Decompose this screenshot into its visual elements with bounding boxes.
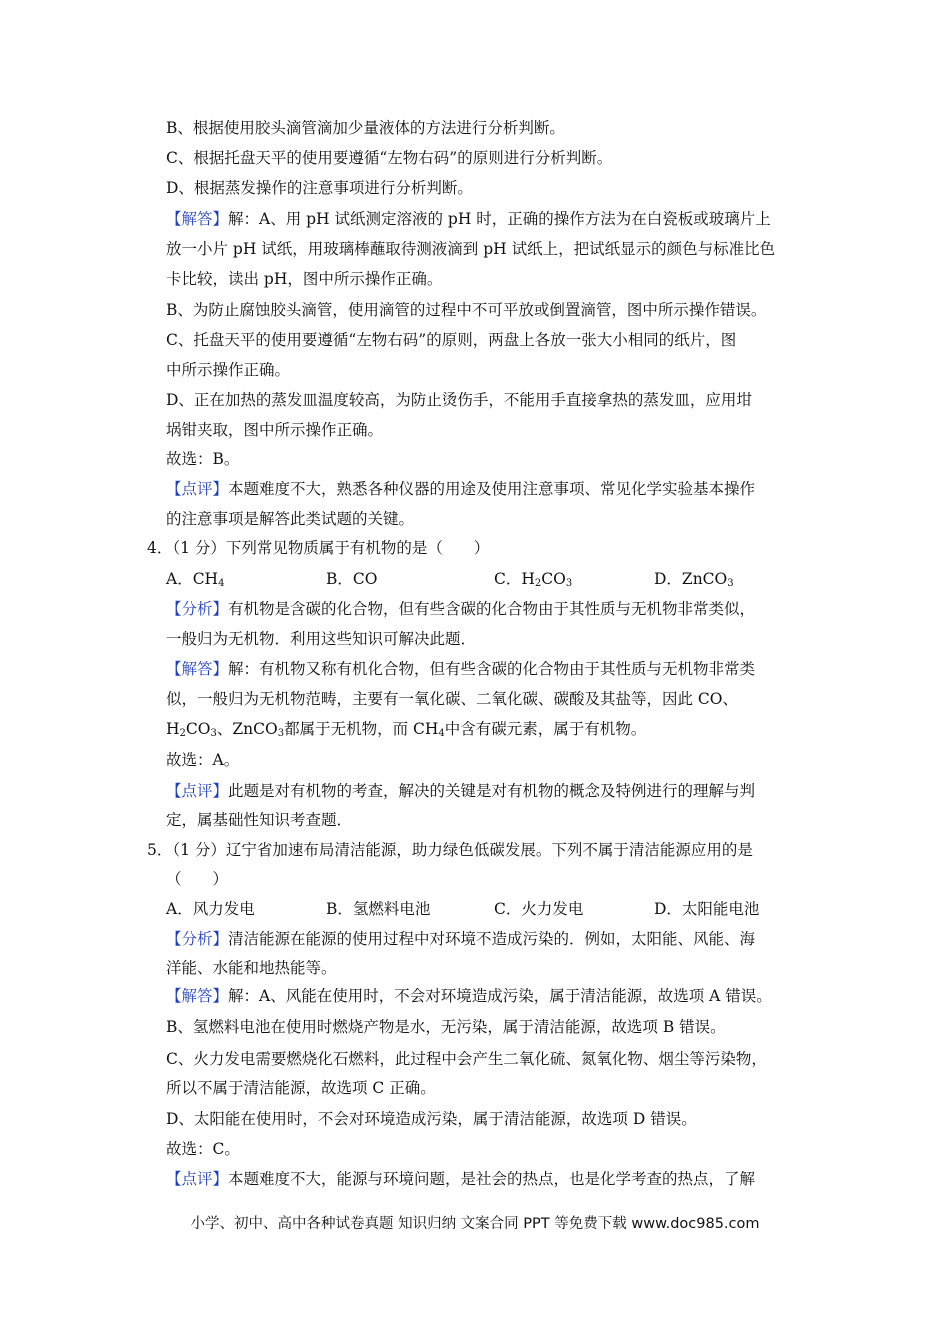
text-line: 的注意事项是解答此类试题的关键。 [166, 510, 415, 528]
question-4-stem: 4．（1 分）下列常见物质属于有机物的是（ ） [147, 539, 490, 557]
option-c: C．火力发电 [494, 900, 584, 918]
option-d-text: D．ZnCO [654, 570, 728, 588]
option-a-text: A．CH [166, 570, 219, 588]
text-span: 解：有机物又称有机化合物，但有些含碳的化合物由于其性质与无机物非常类 [228, 660, 756, 678]
option-d [654, 569, 734, 589]
text-span: 本题难度不大，熟悉各种仪器的用途及使用注意事项、常见化学实验基本操作 [228, 480, 756, 498]
analysis-tag: 【分析】 [166, 600, 229, 618]
text-line [166, 986, 772, 1006]
text-line: B、为防止腐蚀胶头滴管，使用滴管的过程中不可平放或倒置滴管，图中所示操作错误。 [166, 301, 767, 319]
formula-text: 、ZnCO [216, 720, 278, 738]
text-span: 此题是对有机物的考查，解决的关键是对有机物的概念及特例进行的理解与判 [228, 782, 756, 800]
subscript: 3 [210, 728, 217, 739]
answer-tag: 【解答】 [166, 210, 229, 228]
text-line [166, 479, 755, 499]
page-footer: 小学、初中、高中各种试卷真题 知识归纳 文案合同 PPT 等免费下载 www.doc985.com [190, 1216, 760, 1232]
text-line [166, 929, 755, 949]
subscript: 4 [438, 728, 445, 739]
text-line: （ ） [166, 870, 229, 888]
text-span: 都属于无机物，而 CH [284, 720, 439, 738]
text-line: C、根据托盘天平的使用要遵循“左物右码”的原则进行分析判断。 [166, 149, 613, 167]
text-line: D、根据蒸发操作的注意事项进行分析判断。 [166, 179, 473, 197]
option-a [166, 569, 224, 589]
formula-text: H [166, 720, 180, 738]
option-d: D．太阳能电池 [654, 900, 760, 918]
text-span: 本题难度不大，能源与环境问题，是社会的热点，也是化学考查的热点，了解 [228, 1170, 756, 1188]
comment-tag: 【点评】 [166, 1170, 229, 1188]
text-span: 有机物是含碳的化合物，但有些含碳的化合物由于其性质与无机物非常类似， [228, 600, 756, 618]
option-b: B．CO [326, 570, 378, 588]
formula-text: CO [185, 720, 211, 738]
text-line [166, 659, 755, 679]
text-span: 解：A、用 pH 试纸测定溶液的 pH 时，正确的操作方法为在白瓷板或玻璃片上 [228, 210, 771, 228]
subscript: 2 [534, 578, 542, 589]
text-line: 故选：A。 [166, 751, 240, 769]
analysis-tag: 【分析】 [166, 930, 229, 948]
option-c-text: CO [541, 570, 566, 588]
text-line: D、正在加热的蒸发皿温度较高，为防止烫伤手，不能用手直接拿热的蒸发皿，应用坩 [166, 391, 752, 409]
option-a: A．风力发电 [166, 900, 255, 918]
text-line [166, 599, 755, 619]
subscript: 3 [277, 728, 285, 739]
text-line [166, 1169, 755, 1189]
text-line [166, 719, 646, 739]
option-c-text: C．H [494, 570, 535, 588]
text-line: 故选：B。 [166, 450, 240, 468]
text-line: C、火力发电需要燃烧化石燃料，此过程中会产生二氧化硫、氮氧化物、烟尘等污染物， [166, 1050, 767, 1068]
text-span: 清洁能源在能源的使用过程中对环境不造成污染的．例如，太阳能、风能、海 [228, 930, 756, 948]
text-line: 卡比较，读出 pH，图中所示操作正确。 [166, 270, 443, 288]
option-c [494, 569, 572, 589]
text-line: 中所示操作正确。 [166, 361, 291, 379]
text-line: C、托盘天平的使用要遵循“左物右码”的原则，两盘上各放一张大小相同的纸片，图 [166, 331, 737, 349]
text-line: B、根据使用胶头滴管滴加少量液体的方法进行分析判断。 [166, 119, 565, 137]
comment-tag: 【点评】 [166, 480, 229, 498]
text-line: 似，一般归为无机物范畴，主要有一氧化碳、二氧化碳、碳酸及其盐等，因此 CO、 [166, 690, 738, 708]
question-5-stem: 5．（1 分）辽宁省加速布局清洁能源，助力绿色低碳发展。下列不属于清洁能源应用的是 [147, 841, 753, 859]
text-line: 故选：C。 [166, 1140, 240, 1158]
subscript: 3 [727, 578, 734, 589]
text-span: 解：A、风能在使用时，不会对环境造成污染，属于清洁能源，故选项 A 错误。 [228, 987, 772, 1005]
subscript: 3 [565, 578, 573, 589]
text-line: 放一小片 pH 试纸，用玻璃棒蘸取待测液滴到 pH 试纸上，把试纸显示的颜色与标准比色 [166, 240, 776, 258]
text-line: 定，属基础性知识考查题． [166, 811, 353, 829]
comment-tag: 【点评】 [166, 782, 229, 800]
text-line: 洋能、水能和地热能等。 [166, 959, 337, 977]
answer-tag: 【解答】 [166, 660, 229, 678]
text-line: 一般归为无机物．利用这些知识可解决此题． [166, 630, 477, 648]
text-line [166, 781, 755, 801]
subscript: 2 [179, 728, 186, 739]
option-b: B．氢燃料电池 [326, 900, 431, 918]
answer-tag: 【解答】 [166, 987, 229, 1005]
text-line: B、氢燃料电池在使用时燃烧产物是水，无污染，属于清洁能源，故选项 B 错误。 [166, 1018, 726, 1036]
text-line: 埚钳夹取，图中所示操作正确。 [166, 421, 384, 439]
subscript: 4 [218, 578, 225, 589]
text-line [166, 209, 771, 229]
text-line: D、太阳能在使用时，不会对环境造成污染，属于清洁能源，故选项 D 错误。 [166, 1110, 697, 1128]
text-span: 中含有碳元素，属于有机物。 [444, 720, 647, 738]
text-line: 所以不属于清洁能源，故选项 C 正确。 [166, 1079, 436, 1097]
